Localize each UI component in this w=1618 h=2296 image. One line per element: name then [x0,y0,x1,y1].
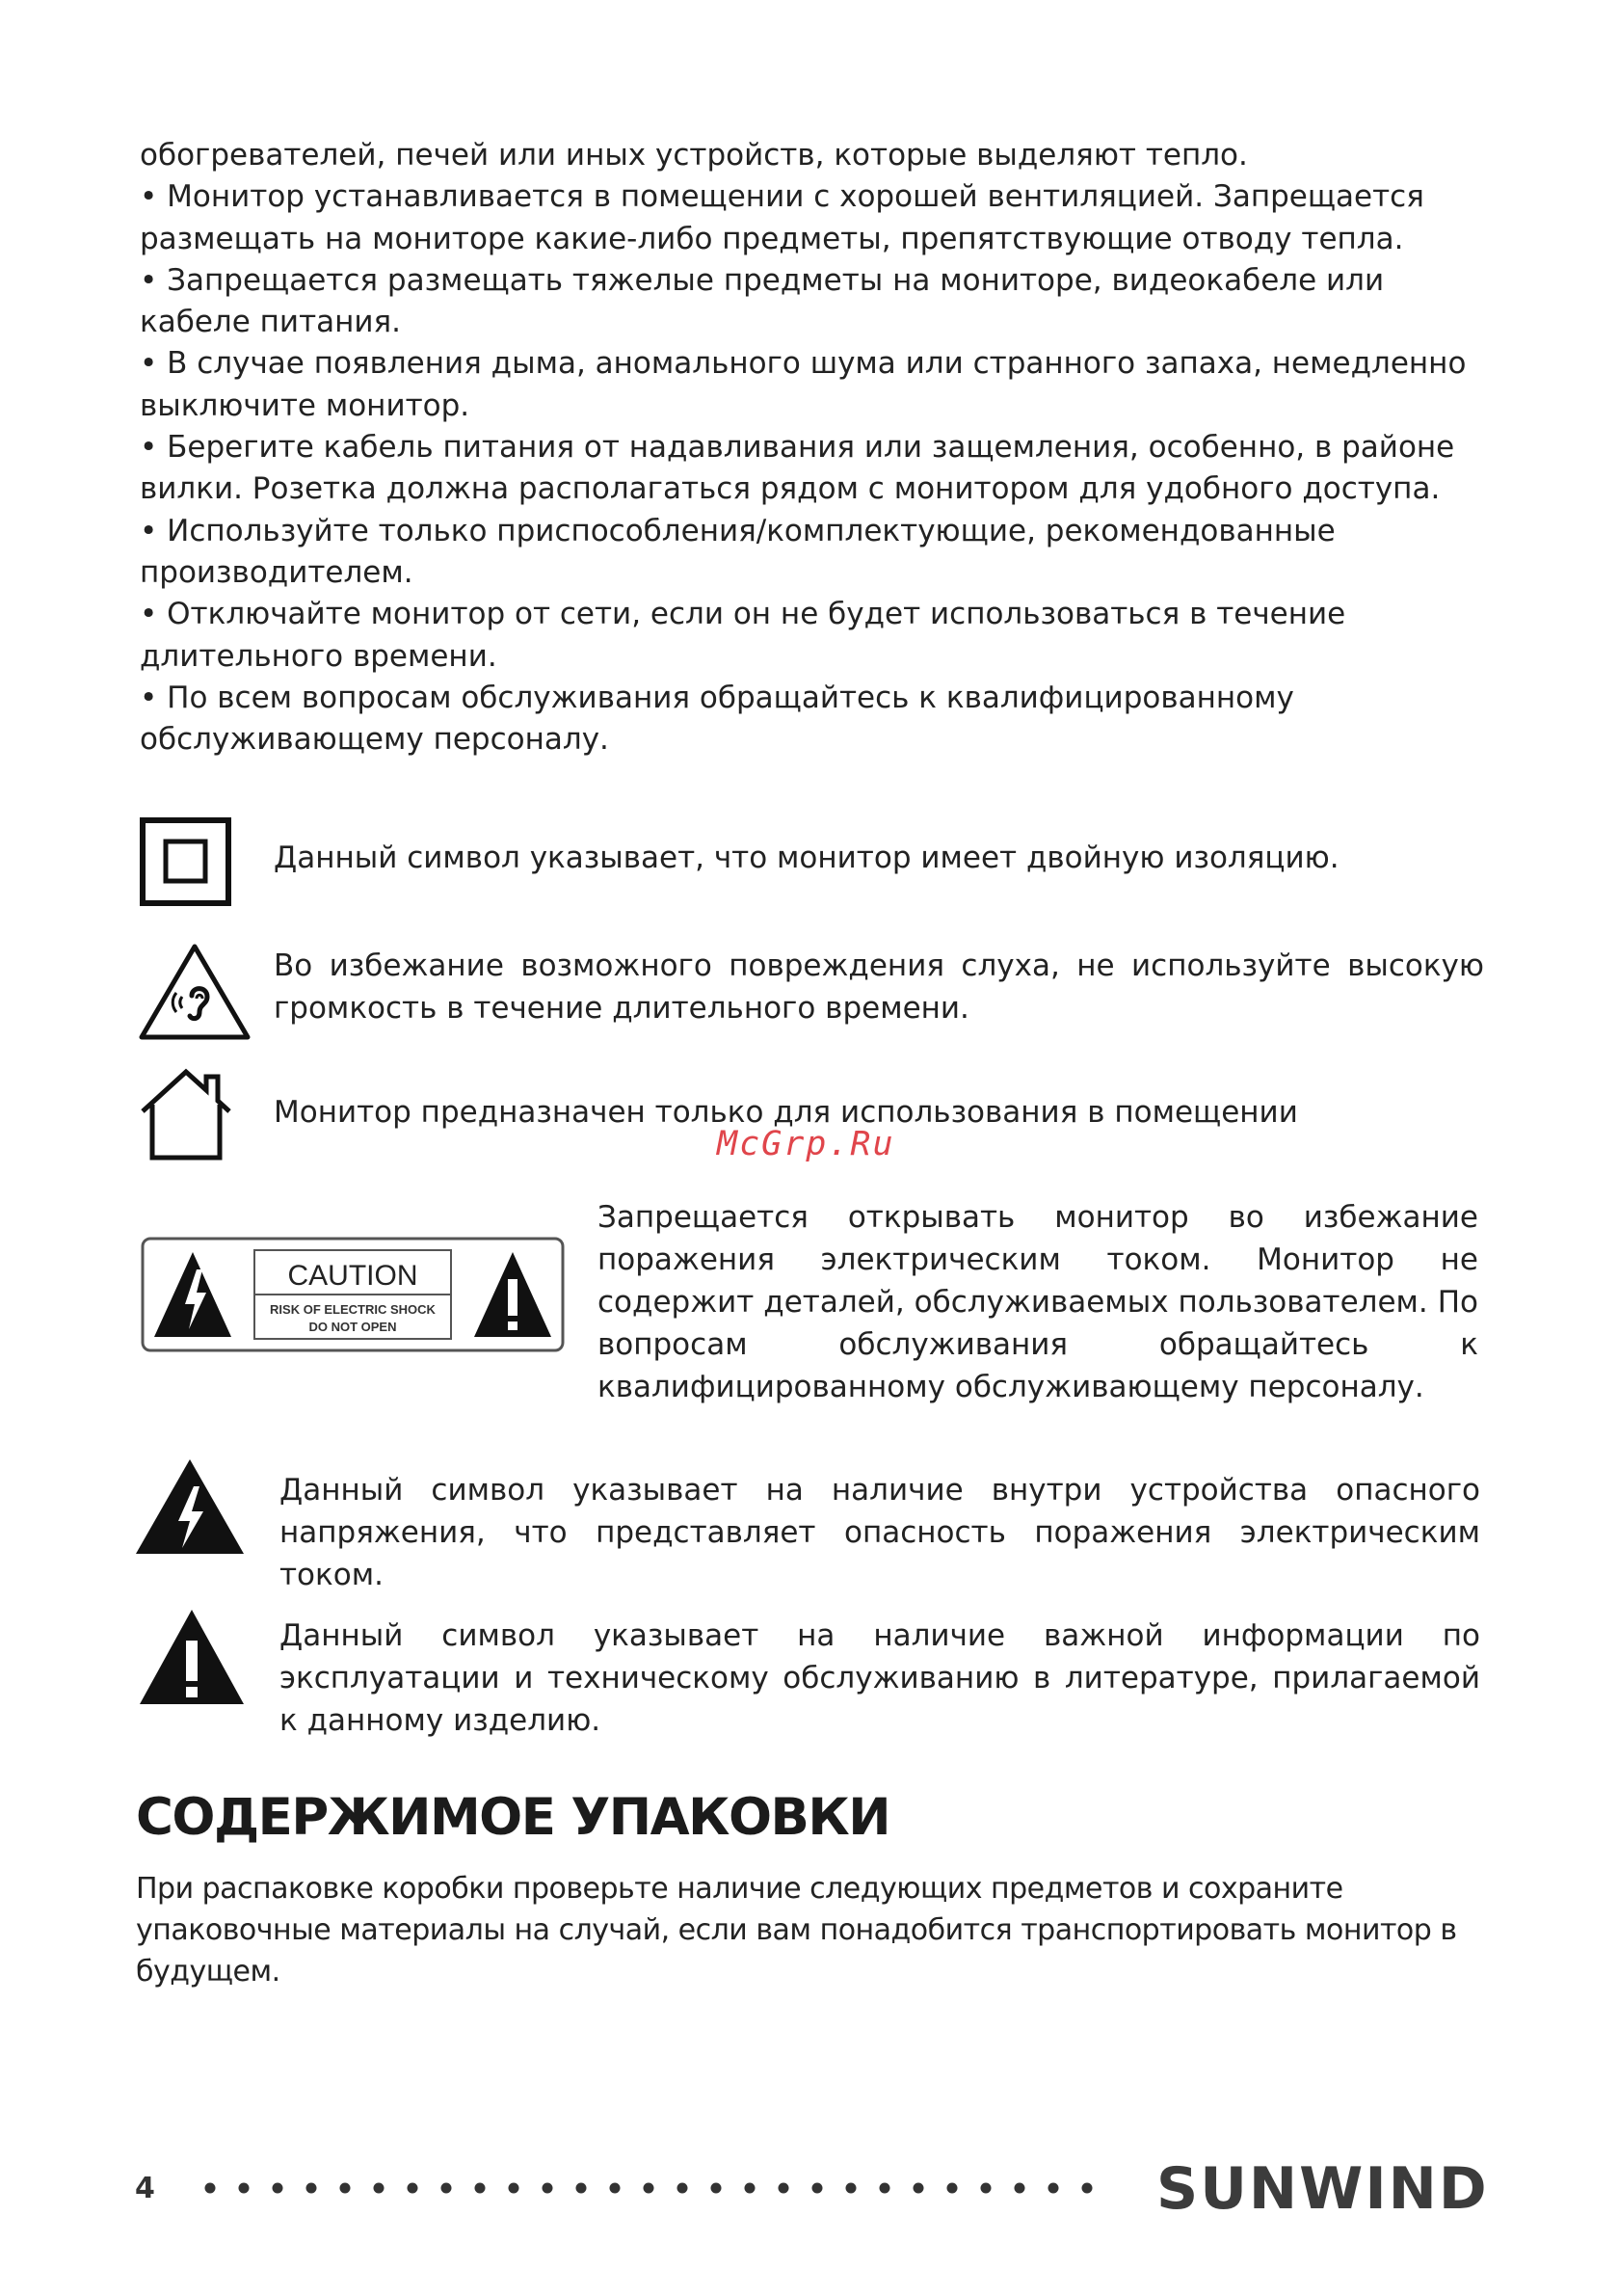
safety-list [140,135,1484,761]
caution-line2: DO NOT OPEN [308,1320,397,1334]
exclamation-triangle-icon [138,1608,246,1706]
page-number: 4 [135,2172,155,2205]
safety-item: • Отключайте монитор от сети, если он не будет использоваться в течение длительного времени. [140,597,1346,674]
caution-line1: RISK OF ELECTRIC SHOCK [270,1302,436,1317]
footer-dots [202,2180,1108,2200]
info-text: Данный символ указывает на наличие важной информации по эксплуатации и техническому обслуживанию в литературе, прилагаемой к данному изделию. [279,1618,1480,1738]
house-icon [137,1067,235,1161]
safety-item: • Монитор устанавливается в помещении с хорошей вентиляцией. Запрещается размещать на мониторе какие-либо предметы, препятствующие отводу тепла. [140,179,1424,256]
section-text: При распаковке коробки проверьте наличие следующих предметов и сохраните упаковочные материалы на случай, если вам понадобится транспортировать монитор в будущем. [136,1872,1457,1989]
safety-item: • Используйте только приспособления/комплектующие, рекомендованные производителем. [140,513,1336,590]
safety-item: • В случае появления дыма, аномального шума или странного запаха, немедленно выключите монитор. [140,346,1467,423]
safety-item: • Запрещается размещать тяжелые предметы на мониторе, видеокабеле или кабеле питания. [140,262,1385,340]
voltage-text: Данный символ указывает на наличие внутри устройства опасного напряжения, что представляет опасность поражения электрическим током. [279,1473,1480,1592]
watermark: McGrp.Ru [717,1125,895,1163]
caution-title: CAUTION [287,1260,418,1292]
caution-text: Запрещается открывать монитор во избежание поражения электрическим током. Монитор не содержит деталей, обслуживаемых пользователем. По вопросам обслуживания обращайтесь к квалифицированному обслуживающему персоналу. [597,1200,1478,1404]
indoor-use-text: Монитор предназначен только для использования в помещении [274,1095,1298,1130]
double-insulation-icon [140,817,231,906]
hearing-warning-icon [138,943,252,1041]
lightning-triangle-icon [134,1457,246,1556]
caution-label-icon [141,1237,565,1352]
hearing-warning-text: Во избежание возможного повреждения слуха, не используйте высокую громкость в течение длительного времени. [274,948,1484,1026]
brand-logo: SUNWIND [1156,2155,1489,2223]
safety-item: обогревателей, печей или иных устройств, которые выделяют тепло. [140,138,1248,173]
safety-item: • Берегите кабель питания от надавливания или защемления, особенно, в районе вилки. Розетка должна располагаться рядом с монитором для удобного доступа. [140,430,1455,507]
safety-item: • По всем вопросам обслуживания обращайтесь к квалифицированному обслуживающему персоналу. [140,680,1294,758]
section-heading: СОДЕРЖИМОЕ УПАКОВКИ [136,1788,890,1847]
double-insulation-text: Данный символ указывает, что монитор имеет двойную изоляцию. [274,841,1339,875]
